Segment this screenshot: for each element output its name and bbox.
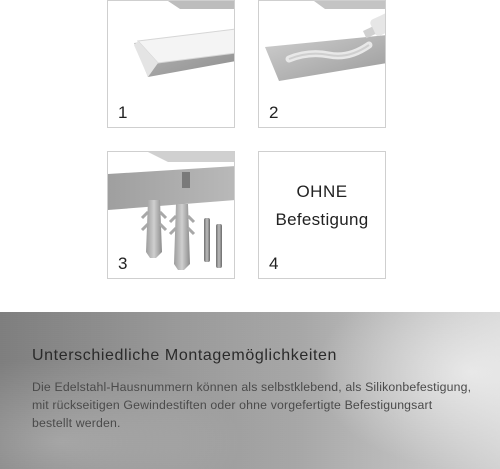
- step-number: 3: [118, 254, 128, 273]
- step-number: 1: [118, 103, 128, 122]
- mounting-option-1-adhesive: [107, 0, 235, 128]
- option-subtitle: Befestigung: [275, 210, 369, 229]
- mounting-option-3-threaded-pins: [107, 151, 235, 279]
- banner-title: Unterschiedliche Montagemöglichkeiten: [32, 347, 338, 364]
- mounting-option-4-none: [258, 151, 386, 279]
- step-number: 2: [269, 103, 279, 122]
- banner-description: Die Edelstahl-Hausnummern können als selbstklebend, als Silikonbefestigung, mit rückseitigen Gewindestiften oder ohne vorgefertigte Befestigungsart bestellt werden.: [32, 380, 472, 430]
- step-number: 4: [269, 254, 279, 273]
- option-title: OHNE: [296, 182, 348, 201]
- mounting-option-2-silicone: [258, 0, 386, 128]
- info-banner: [0, 312, 500, 469]
